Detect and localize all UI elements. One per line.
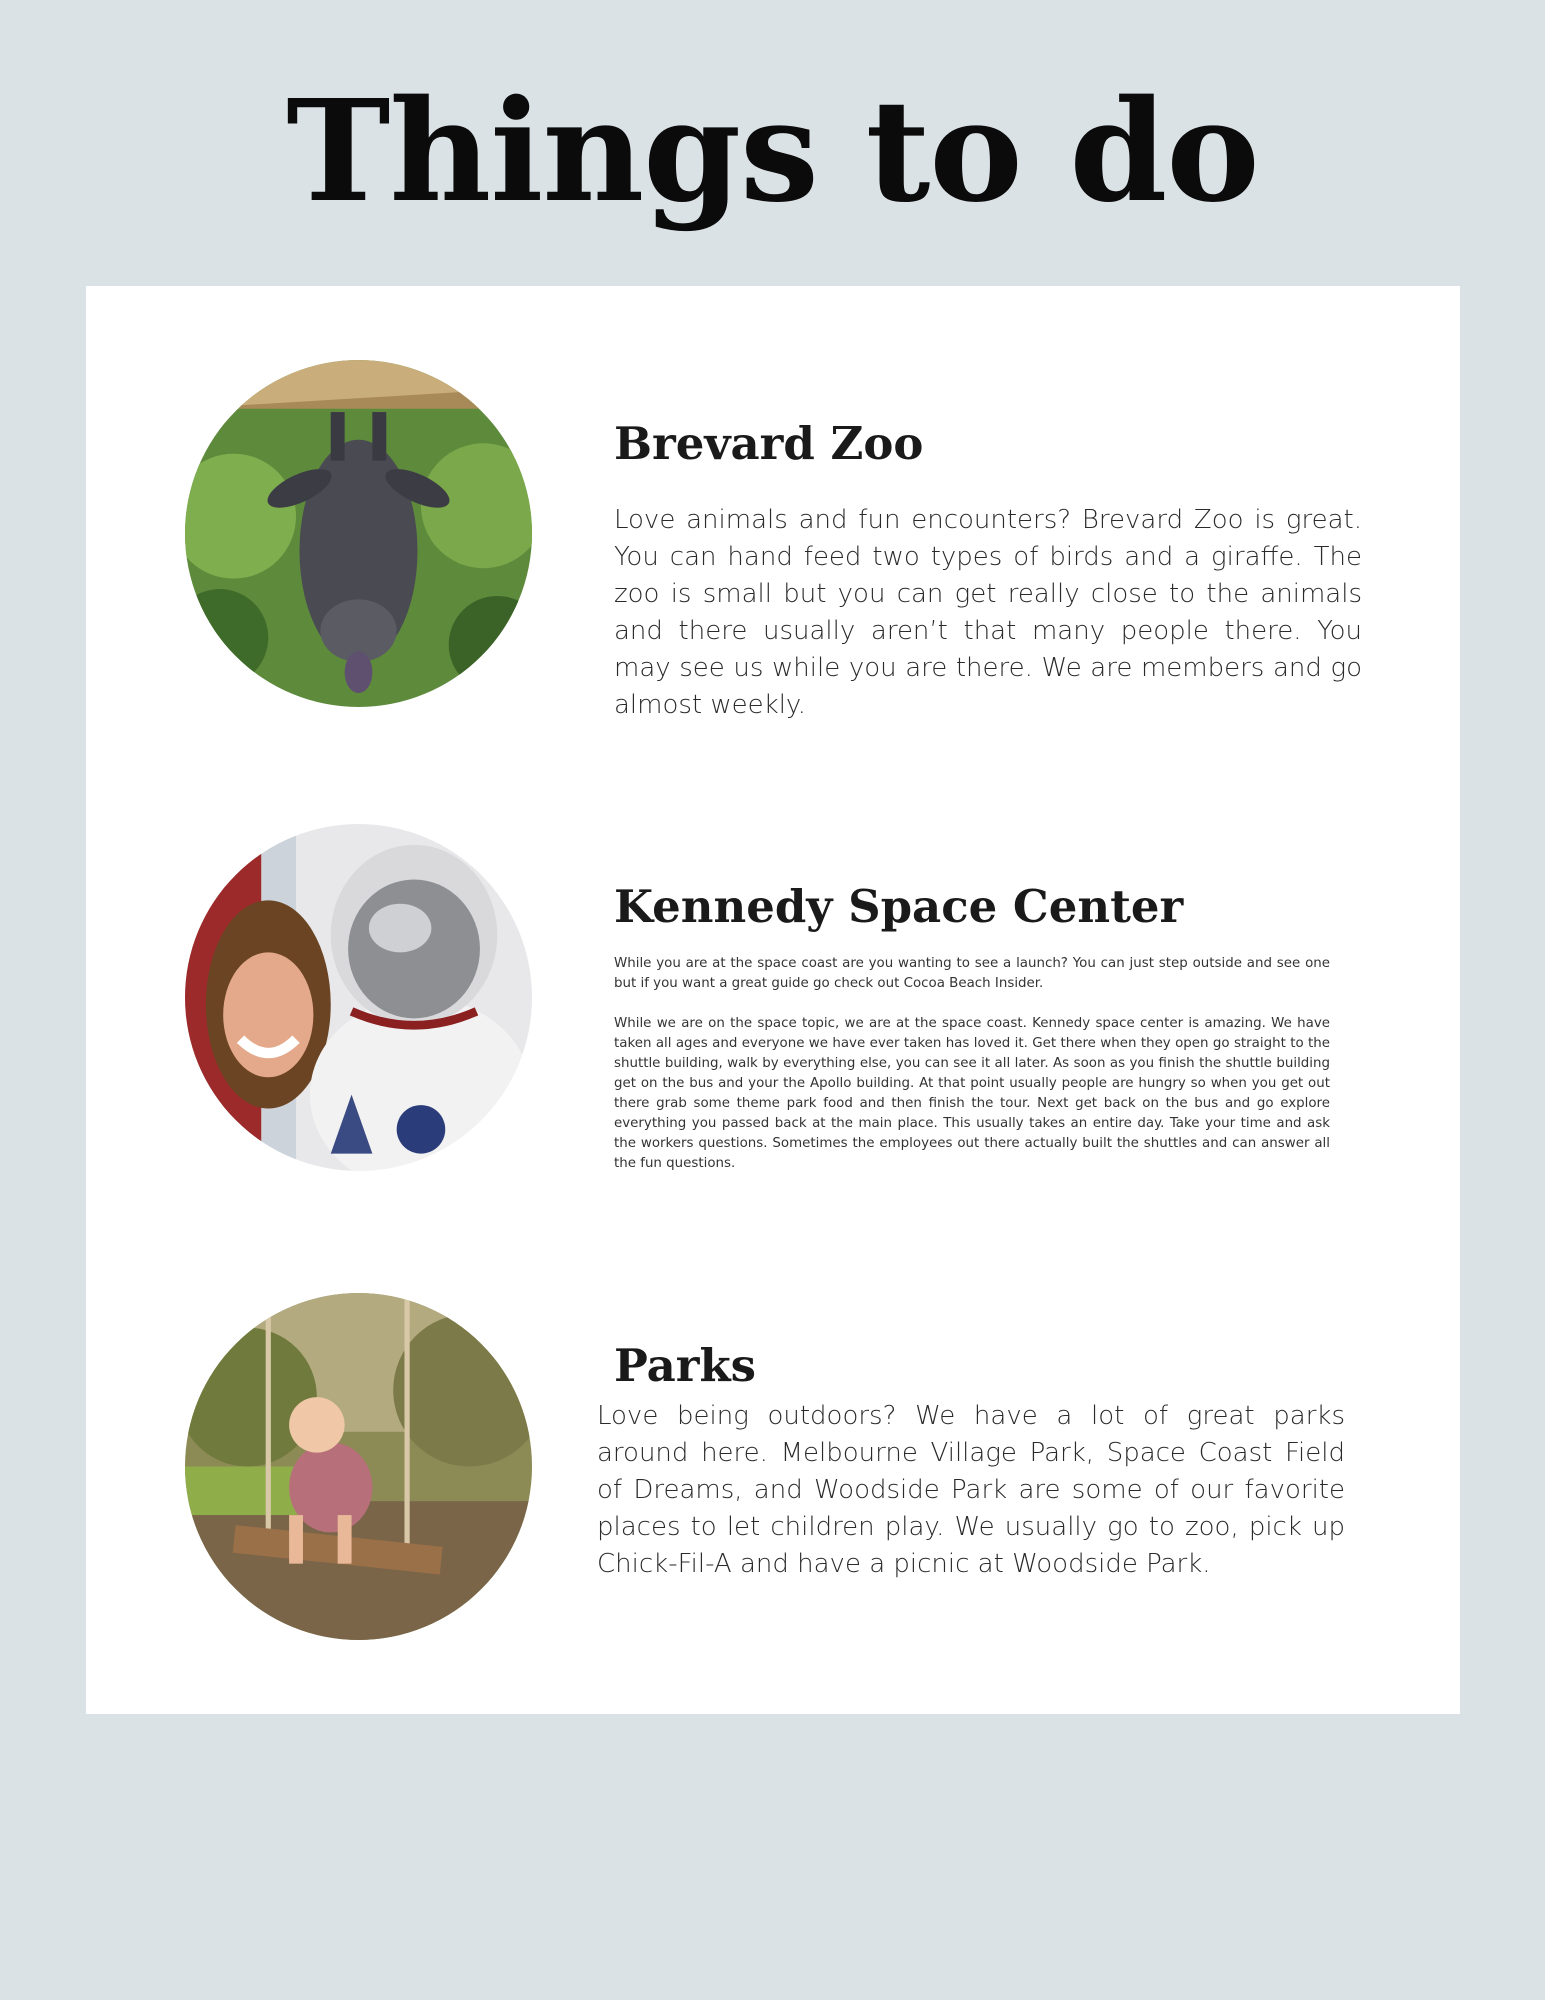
content-card	[86, 286, 1460, 1714]
giraffe-photo	[185, 360, 532, 707]
section-text-parks: Love being outdoors? We have a lot of great parks around here. Melbourne Village Park, Space Coast Field of Dreams, and Woodside Park are some of our favorite places to let children play. We usually go to zoo, pick up Chick-Fil-A and have a picnic at Woodside Park.	[597, 1401, 1345, 1579]
page-title: Things to do	[286, 70, 1259, 234]
section-text-brevard-zoo: Love animals and fun encounters? Brevard Zoo is great. You can hand feed two types of birds and a giraffe. The zoo is small but you can get really close to the animals and there usually aren’t that many people there. You may see us while you are there. We are members and go almost weekly.	[614, 505, 1362, 720]
section-text-kennedy-launch: While you are at the space coast are you wanting to see a launch? You can just step outside and see one but if you want a great guide go check out Cocoa Beach Insider.	[614, 956, 1330, 991]
swing-photo	[185, 1293, 532, 1640]
astronaut-photo	[185, 824, 532, 1171]
section-text-kennedy-tour: While we are on the space topic, we are at the space coast. Kennedy space center is amazing. We have taken all ages and everyone we have ever taken has loved it. Get there when they open go straight to the shuttle building, walk by everything else, you can see it all later. As soon as you finish the shuttle building get on the bus and your the Apollo building. At that point usually people are hungry so when you get out there grab some theme park food and then finish the tour. Next get back on the bus and go explore everything you passed back at the main place. This usually takes an entire day. Take your time and ask the workers questions. Sometimes the employees out there actually built the shuttles and can answer all the fun questions.	[614, 1016, 1330, 1171]
section-heading-kennedy-space-center: Kennedy Space Center	[614, 880, 1184, 933]
section-heading-brevard-zoo: Brevard Zoo	[614, 417, 924, 470]
section-heading-parks: Parks	[614, 1339, 757, 1392]
